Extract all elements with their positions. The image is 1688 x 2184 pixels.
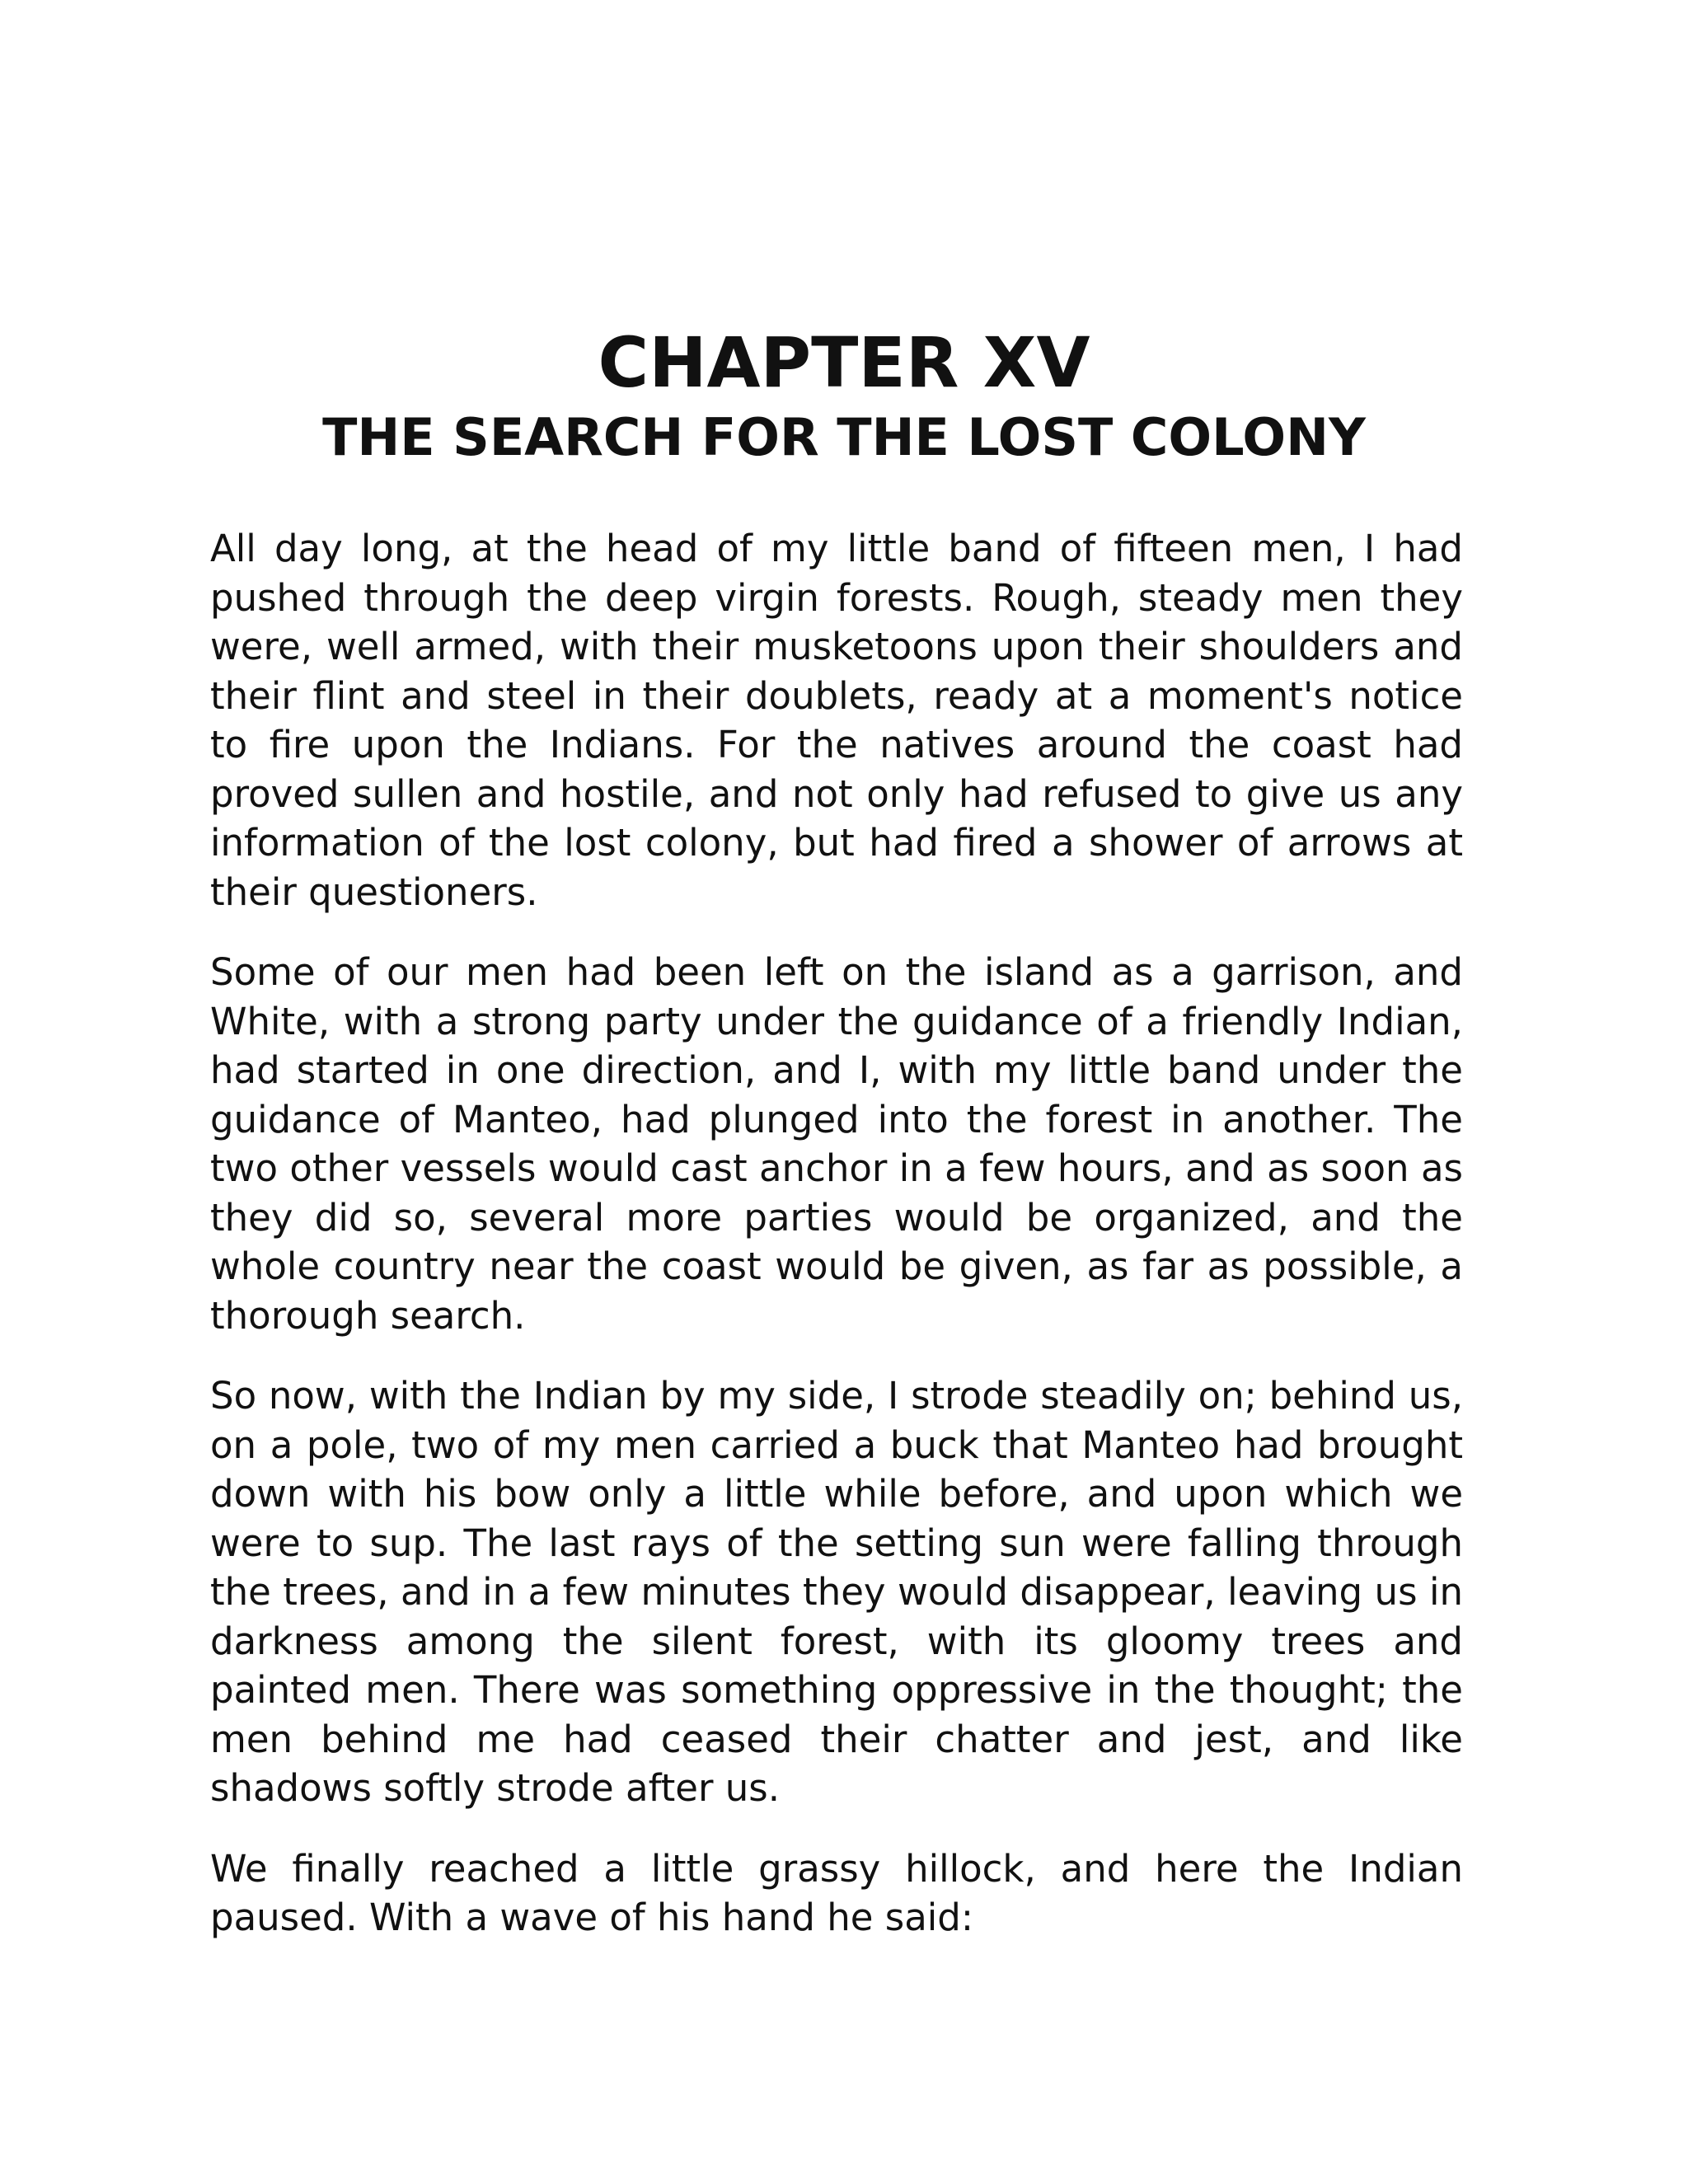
chapter-title: THE SEARCH FOR THE LOST COLONY bbox=[322, 407, 1366, 467]
paragraph-4: We finally reached a little grassy hillock, and here the Indian paused. With a wave of his hand he said: bbox=[210, 1846, 1463, 1939]
paragraph-3: So now, with the Indian by my side, I strode steadily on; behind us, on a pole, two of my men carried a buck that Manteo had brought down with his bow only a little while before, and upon which we were to sup. The last rays of the setting sun were falling through the trees, and in a few minutes they would disappear, leaving us in darkness among the silent forest, with its gloomy trees and painted men. There was something oppressive in the thought; the men behind me had ceased their chatter and jest, and like shadows softly strode after us. bbox=[210, 1374, 1463, 1810]
paragraph-2: Some of our men had been left on the island as a garrison, and White, with a strong party under the guidance of a friendly Indian, had started in one direction, and I, with my little band under the guidance of Manteo, had plunged into the forest in another. The two other vessels would cast anchor in a few hours, and as soon as they did so, several more parties would be organized, and the whole country near the coast would be given, as far as possible, a thorough search. bbox=[210, 950, 1463, 1338]
paragraph-1: All day long, at the head of my little band of fifteen men, I had pushed through the deep virgin forests. Rough, steady men they were, well armed, with their musketoons upon their shoulders and their flint and steel in their doublets, ready at a moment's notice to fire upon the Indians. For the natives around the coast had proved sullen and hostile, and not only had refused to give us any information of the lost colony, but had fired a shower of arrows at their questioners. bbox=[210, 527, 1463, 914]
chapter-number: CHAPTER XV bbox=[598, 322, 1090, 403]
chapter-body bbox=[210, 524, 1463, 1974]
